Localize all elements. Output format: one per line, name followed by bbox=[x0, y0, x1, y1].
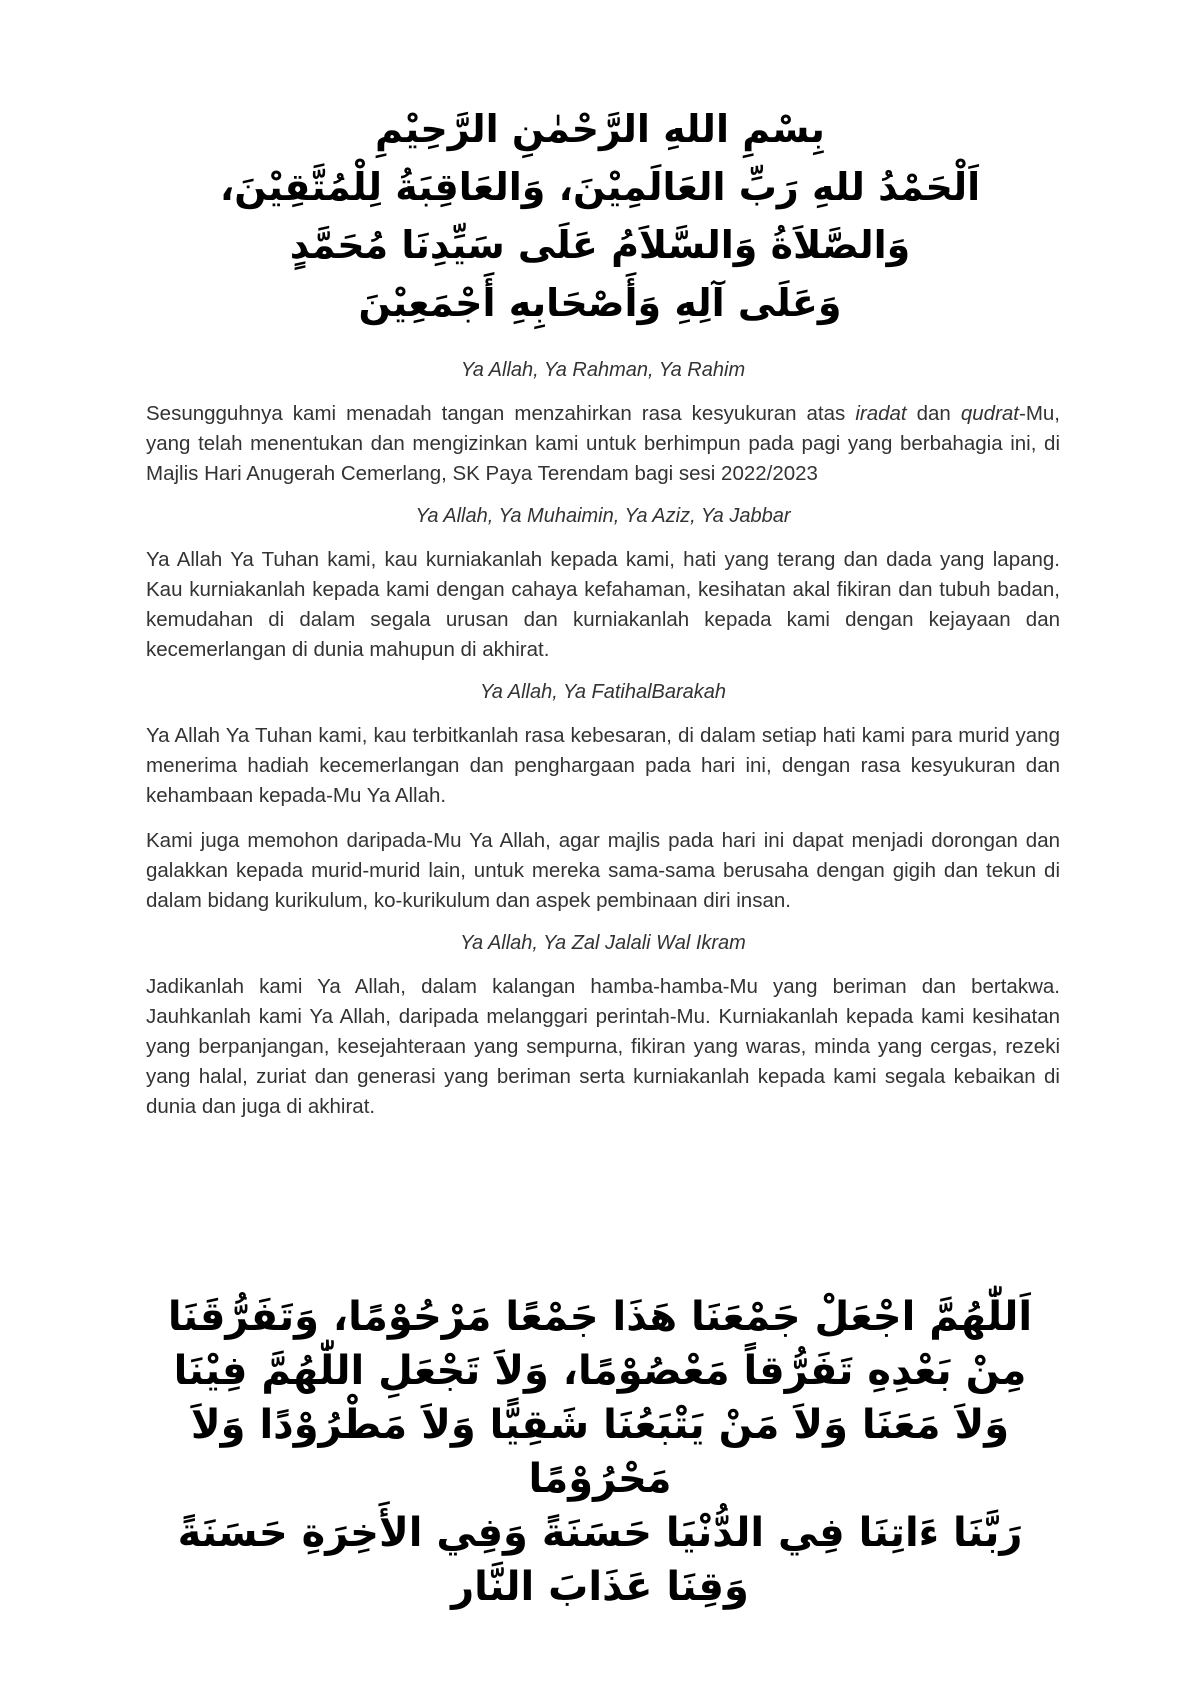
closing-arabic-line: رَبَّنَا ءَاتِنَا فِي الدُّنْيَا حَسَنَةً وَفِي الأَخِرَةِ حَسَنَةً bbox=[177, 1510, 1023, 1556]
prayer-paragraph: Ya Allah Ya Tuhan kami, kau kurniakanlah kepada kami, hati yang terang dan dada yang lapang. Kau kurniakanlah kepada kami dengan cahaya kefahaman, kesihatan akal fikiran dan tubuh badan, kemudahan di dalam segala urusan dan kurniakanlah kepada kami dengan kejayaan dan kecemerlangan di dunia mahupun di akhirat. bbox=[146, 548, 1060, 661]
closing-arabic-line: مِنْ بَعْدِهِ تَفَرُّقاً مَعْصُوْمًا، وَلاَ تَجْعَلِ اللّٰهُمَّ فِيْنَا bbox=[173, 1348, 1027, 1394]
italic-term: qudrat bbox=[960, 402, 1019, 425]
opening-arabic-block bbox=[140, 100, 1060, 332]
prayer-paragraph bbox=[146, 399, 1060, 489]
closing-arabic-line: مَحْرُوْمًا bbox=[528, 1456, 672, 1502]
invocation-heading: Ya Allah, Ya FatihalBarakah bbox=[479, 681, 727, 703]
opening-arabic-line: اَلْحَمْدُ للهِ رَبِّ العَالَمِيْنَ، وَالعَاقِبَةُ لِلْمُتَّقِيْنَ، bbox=[219, 165, 981, 209]
closing-arabic-line: وَقِنَا عَذَابَ النَّار bbox=[451, 1564, 749, 1610]
prayer-paragraph: Ya Allah Ya Tuhan kami, kau terbitkanlah rasa kebesaran, di dalam setiap hati kami para murid yang menerima hadiah kecemerlangan dan penghargaan pada hari ini, dengan rasa kesyukuran dan kehambaan kepada-Mu Ya Allah. bbox=[146, 724, 1060, 807]
opening-arabic-line: وَالصَّلاَةُ وَالسَّلاَمُ عَلَى سَيِّدِنَا مُحَمَّدٍ bbox=[289, 223, 911, 267]
prayer-paragraph: Jadikanlah kami Ya Allah, dalam kalangan hamba-hamba-Mu yang beriman dan bertakwa. Jauhkanlah kami Ya Allah, daripada melanggari perintah-Mu. Kurniakanlah kepada kami kesihatan yang berpanjangan, kesejahteraan yang sempurna, fikiran yang waras, minda yang cergas, rezeki yang halal, zuriat dan generasi yang beriman serta kurniakanlah kepada kami segala kebaikan di dunia dan juga di akhirat. bbox=[146, 975, 1060, 1118]
closing-arabic-block bbox=[150, 1290, 1050, 1614]
paragraph-text: -Mu, yang telah menentukan dan mengizinkan kami untuk berhimpun pada pagi yang berbahagia ini, di Majlis Hari Anugerah Cemerlang, SK Paya Terendam bagi sesi 2022/2023 bbox=[146, 402, 1060, 485]
paragraph-text: dan bbox=[906, 402, 961, 425]
invocation-heading: Ya Allah, Ya Muhaimin, Ya Aziz, Ya Jabbar bbox=[415, 505, 791, 527]
basmalah: بِسْمِ اللهِ الرَّحْمٰنِ الرَّحِيْمِ bbox=[375, 107, 825, 151]
prayer-paragraph: Kami juga memohon daripada-Mu Ya Allah, agar majlis pada hari ini dapat menjadi dorongan dan galakkan kepada murid-murid lain, untuk mereka sama-sama berusaha dengan gigih dan tekun di dalam bidang kurikulum, ko-kurikulum dan aspek pembinaan diri insan. bbox=[146, 829, 1060, 912]
invocation-heading: Ya Allah, Ya Zal Jalali Wal Ikram bbox=[460, 932, 746, 954]
italic-term: iradat bbox=[855, 402, 907, 425]
invocation-heading: Ya Allah, Ya Rahman, Ya Rahim bbox=[460, 359, 746, 381]
paragraph-text: Sesungguhnya kami menadah tangan menzahirkan rasa kesyukuran atas bbox=[146, 402, 856, 425]
opening-arabic-line: وَعَلَى آلِهِ وَأَصْحَابِهِ أَجْمَعِيْنَ bbox=[358, 281, 842, 325]
prayer-body bbox=[146, 358, 1060, 1137]
closing-arabic-line: اَللّٰهُمَّ اجْعَلْ جَمْعَنَا هَذَا جَمْعًا مَرْحُوْمًا، وَتَفَرُّقَنَا bbox=[167, 1294, 1033, 1340]
closing-arabic-line: وَلاَ مَعَنَا وَلاَ مَنْ يَتْبَعُنَا شَقِيًّا وَلاَ مَطْرُوْدًا وَلاَ bbox=[190, 1402, 1010, 1448]
